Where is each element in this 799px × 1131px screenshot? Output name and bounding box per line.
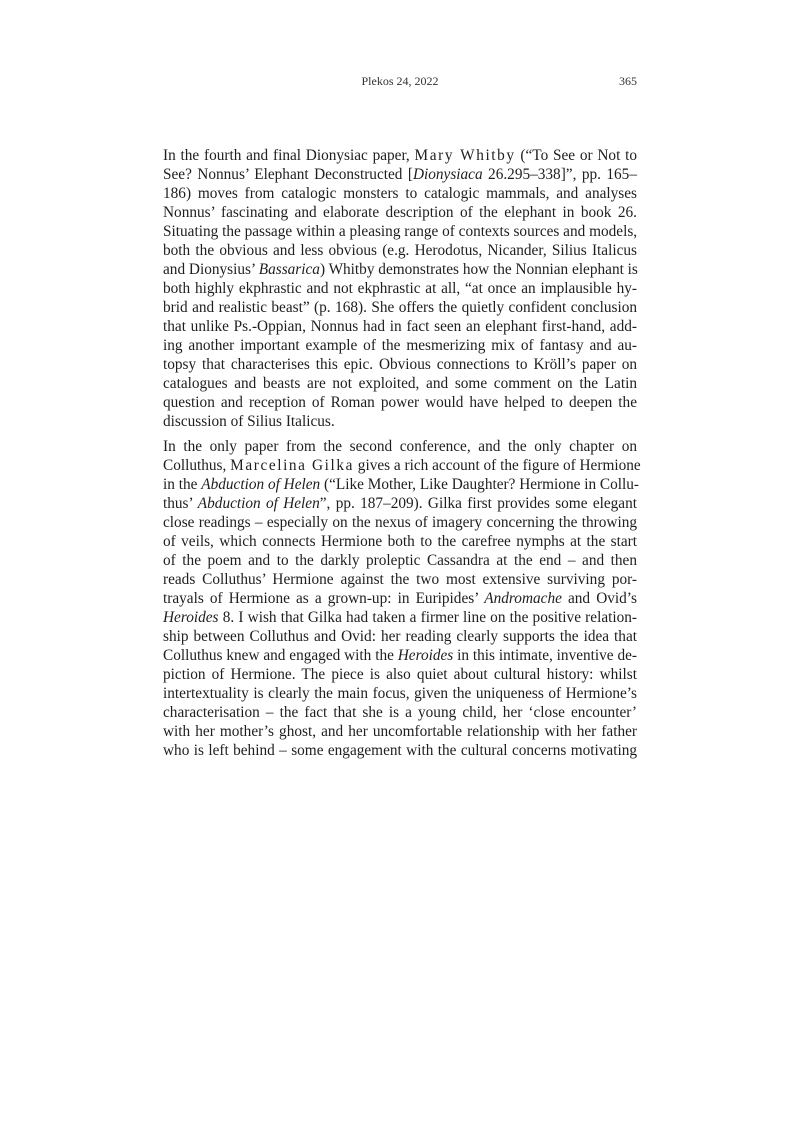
italic-title: Heroides — [163, 609, 219, 626]
paragraph — [163, 437, 641, 760]
body-text — [163, 146, 641, 766]
text-segment: both the obvious and less obvious (e.g. Herodotus, Nicander, Silius Italicus — [163, 242, 637, 259]
italic-title: Heroides — [397, 647, 454, 664]
text-segment: See? Nonnus’ Elephant Deconstructed [ — [163, 166, 413, 183]
italic-title: Bassarica — [258, 261, 320, 278]
text-segment: both highly ekphrastic and not ekphrastic at all, “at once an implausible hy- — [163, 280, 637, 297]
text-segment: 26.295–338]”, pp. 165– — [482, 166, 637, 183]
text-line — [163, 494, 637, 513]
author-name: Mary Whitby — [414, 147, 516, 164]
text-line — [163, 475, 640, 494]
text-line — [163, 456, 641, 475]
text-line — [163, 184, 637, 203]
text-segment: piction of Hermione. The piece is also quiet about cultural history: whilst — [163, 666, 637, 683]
text-segment: close readings – especially on the nexus of imagery concerning the throwing — [163, 514, 637, 531]
text-line — [163, 684, 637, 703]
text-line — [163, 393, 637, 412]
running-head — [163, 74, 637, 90]
text-segment: in this intimate, inventive de- — [453, 647, 637, 664]
text-line — [163, 412, 637, 431]
text-segment: who is left behind – some engagement with the cultural concerns motivating — [163, 742, 637, 759]
text-line — [163, 627, 637, 646]
text-line — [163, 722, 637, 741]
text-line — [163, 355, 637, 374]
italic-title: Abduction of Helen — [197, 495, 320, 512]
text-segment: brid and realistic beast” (p. 168). She offers the quietly confident conclusion — [163, 299, 637, 316]
text-segment: Nonnus’ fascinating and elaborate description of the elephant in book 26. — [163, 204, 637, 221]
text-line — [163, 260, 637, 279]
text-segment: (“Like Mother, Like Daughter? Hermione in Collu- — [320, 476, 640, 493]
text-segment: in the — [163, 476, 202, 493]
text-segment: (“To See or Not to — [515, 147, 637, 164]
text-segment: Colluthus knew and engaged with the — [163, 647, 398, 664]
text-segment: discussion of Silius Italicus. — [163, 413, 335, 430]
text-segment: that unlike Ps.-Oppian, Nonnus had in fact seen an elephant first-hand, add- — [163, 318, 637, 335]
text-segment: 8. I wish that Gilka had taken a firmer line on the positive relation- — [218, 609, 637, 626]
text-line — [163, 513, 637, 532]
text-segment: Colluthus, — [163, 457, 231, 474]
text-line — [163, 279, 637, 298]
text-segment: question and reception of Roman power would have helped to deepen the — [163, 394, 637, 411]
text-segment: with her mother’s ghost, and her uncomfortable relationship with her father — [163, 723, 637, 740]
text-segment: In the only paper from the second conference, and the only chapter on — [163, 438, 637, 455]
text-line — [163, 703, 637, 722]
text-line — [163, 203, 637, 222]
text-line — [163, 165, 637, 184]
text-segment: Situating the passage within a pleasing range of contexts sources and models, — [163, 223, 638, 240]
text-segment: gives a rich account of the figure of Hermione — [353, 457, 641, 474]
text-segment: 186) moves from catalogic monsters to catalogic mammals, and analyses — [163, 185, 637, 202]
text-line — [163, 665, 637, 684]
text-line — [163, 336, 637, 355]
text-segment: trayals of Hermione as a grown-up: in Euripides’ — [163, 590, 485, 607]
text-segment: thus’ — [163, 495, 198, 512]
page-number: 365 — [619, 74, 637, 88]
text-line — [163, 570, 637, 589]
paragraph — [163, 146, 637, 431]
text-segment: characterisation – the fact that she is a young child, her ‘close encounter’ — [163, 704, 637, 721]
italic-title: Dionysiaca — [412, 166, 483, 183]
text-segment: intertextuality is clearly the main focus, given the uniqueness of Hermione’s — [163, 685, 637, 702]
text-segment: of the poem and to the darkly proleptic Cassandra at the end – and then — [163, 552, 637, 569]
text-segment: reads Colluthus’ Hermione against the two most extensive surviving por- — [163, 571, 637, 588]
italic-title: Abduction of Helen — [201, 476, 321, 493]
text-line — [163, 374, 637, 393]
journal-title: Plekos 24, 2022 — [361, 74, 439, 88]
italic-title: Andromache — [484, 590, 562, 607]
text-line — [163, 298, 637, 317]
text-line — [163, 146, 637, 165]
text-line — [163, 222, 637, 241]
text-line — [163, 589, 637, 608]
text-line — [163, 317, 637, 336]
text-line — [163, 532, 637, 551]
text-segment: ing another important example of the mesmerizing mix of fantasy and au- — [163, 337, 637, 354]
author-name: Marcelina Gilka — [230, 457, 354, 474]
text-segment: topsy that characterises this epic. Obvious connections to Kröll’s paper on — [163, 356, 637, 373]
text-line — [163, 551, 637, 570]
text-segment: ) Whitby demonstrates how the Nonnian elephant is — [319, 261, 638, 278]
text-line — [163, 741, 637, 760]
text-segment: and Dionysius’ — [163, 261, 259, 278]
text-segment: ship between Colluthus and Ovid: her reading clearly supports the idea that — [163, 628, 637, 645]
text-line — [163, 608, 637, 627]
text-segment: In the fourth and final Dionysiac paper, — [163, 147, 415, 164]
text-segment: ”, pp. 187–209). Gilka first provides some elegant — [319, 495, 637, 512]
text-line — [163, 241, 637, 260]
text-segment: catalogues and beasts are not exploited, and some comment on the Latin — [163, 375, 637, 392]
text-line — [163, 437, 637, 456]
text-segment: of veils, which connects Hermione both to the carefree nymphs at the start — [163, 533, 637, 550]
text-line — [163, 646, 637, 665]
text-segment: and Ovid’s — [561, 590, 637, 607]
